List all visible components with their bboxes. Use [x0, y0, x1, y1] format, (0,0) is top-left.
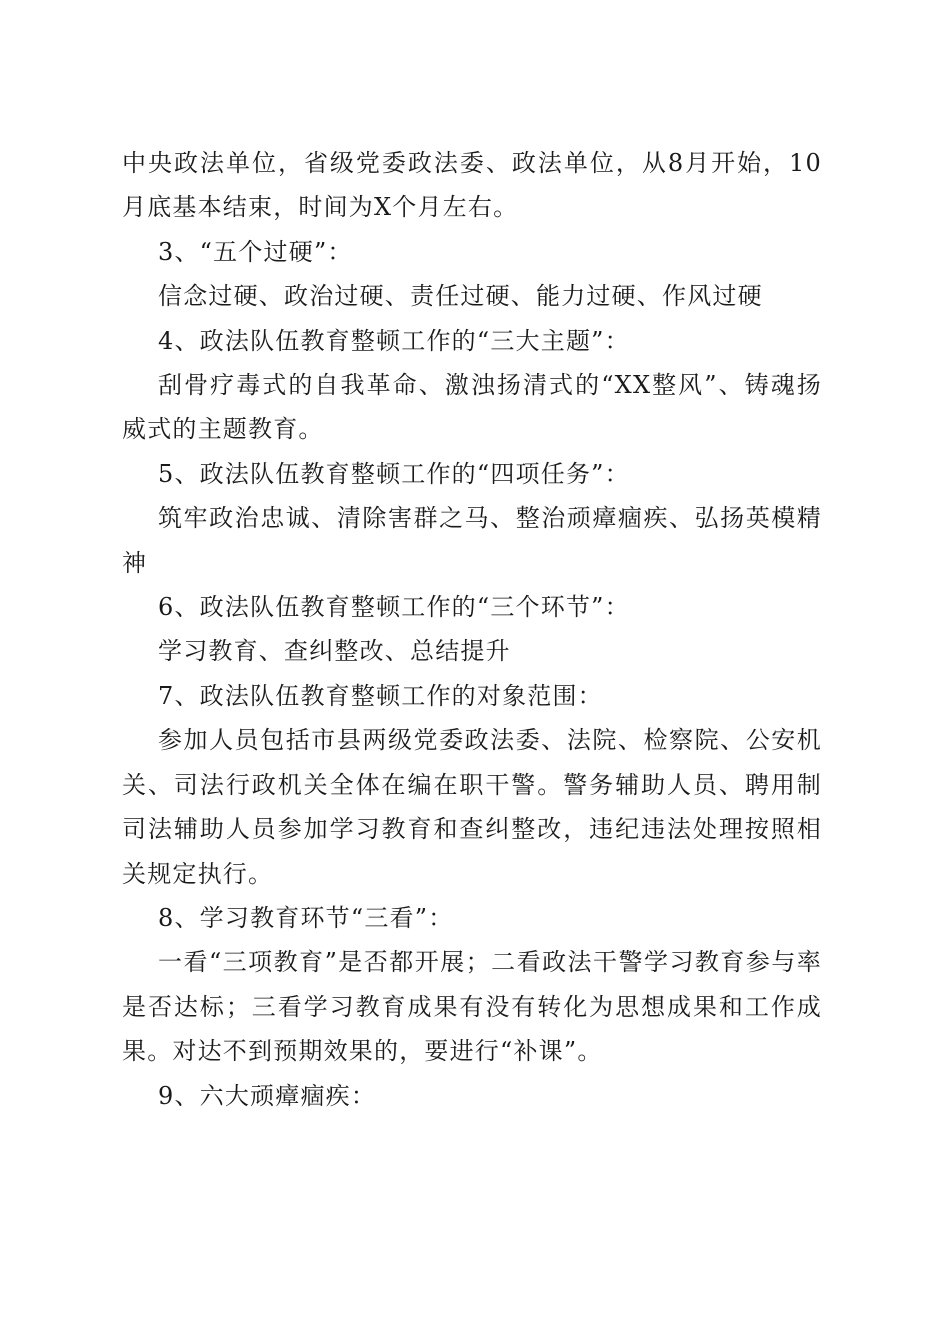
- paragraph-three-themes: 刮骨疗毒式的自我革命、激浊扬清式的“XX整风”、铸魂扬威式的主题教育。: [122, 371, 822, 444]
- document-body: [122, 141, 822, 1118]
- heading-scope: 7、政法队伍教育整顿工作的对象范围：: [158, 681, 603, 710]
- paragraph-five-hardness: 信念过硬、政治过硬、责任过硬、能力过硬、作风过硬: [158, 282, 763, 311]
- paragraph-time-range: 中央政法单位，省级党委政法委、政法单位，从8月开始，10月底基本结束，时间为X个月左右。: [122, 149, 822, 222]
- heading-three-themes: 4、政法队伍教育整顿工作的“三大主题”：: [158, 326, 630, 355]
- heading-six-problems: 9、六大顽瘴痼疾：: [158, 1081, 377, 1110]
- paragraph-three-checks: 一看“三项教育”是否都开展；二看政法干警学习教育参与率是否达标；三看学习教育成果有没有转化为思想成果和工作成果。对达不到预期效果的，要进行“补课”。: [122, 948, 822, 1066]
- paragraph-scope: 参加人员包括市县两级党委政法委、法院、检察院、公安机关、司法行政机关全体在编在职干警。警务辅助人员、聘用制司法辅助人员参加学习教育和查纠整改，违纪违法处理按照相关规定执行。: [122, 726, 822, 888]
- paragraph-four-tasks: 筑牢政治忠诚、清除害群之马、整治顽瘴痼疾、弘扬英模精神: [122, 504, 822, 577]
- heading-four-tasks: 5、政法队伍教育整顿工作的“四项任务”：: [158, 459, 630, 488]
- heading-three-stages: 6、政法队伍教育整顿工作的“三个环节”：: [158, 593, 630, 622]
- heading-three-checks: 8、学习教育环节“三看”：: [158, 903, 454, 932]
- paragraph-three-stages: 学习教育、查纠整改、总结提升: [158, 637, 511, 666]
- heading-five-hardness: 3、“五个过硬”：: [158, 237, 353, 266]
